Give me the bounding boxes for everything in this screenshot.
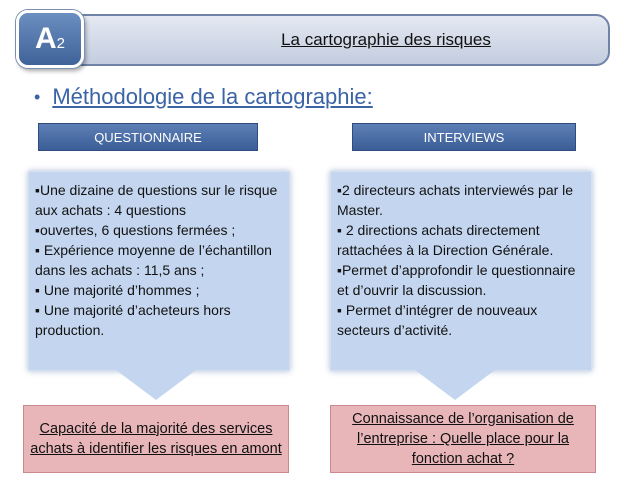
interviews-result-text: Connaissance de l’organisation de l’entreprise : Quelle place pour la fonction achat ? bbox=[352, 411, 574, 467]
interviews-header: INTERVIEWS bbox=[352, 123, 576, 151]
down-arrow-icon bbox=[116, 370, 196, 400]
questionnaire-result bbox=[23, 405, 289, 473]
section-heading-text: Méthodologie de la cartographie: bbox=[52, 84, 373, 109]
list-item: ▪Permet d’approfondir le questionnaire et d’ouvrir la discussion. bbox=[337, 262, 576, 298]
questionnaire-result-text: Capacité de la majorité des services achats à identifier les risques en amont bbox=[30, 421, 282, 457]
list-item: ▪Une dizaine de questions sur le risque aux achats : 4 questions bbox=[35, 182, 278, 218]
list-item: ▪ Permet d’intégrer de nouveaux secteurs d’activité. bbox=[337, 302, 538, 338]
list-item: ▪ Une majorité d’acheteurs hors production. bbox=[35, 302, 231, 338]
list-item: ▪2 directeurs achats interviewés par le Master. bbox=[337, 182, 574, 218]
list-item: ▪ Une majorité d’hommes ; bbox=[35, 282, 200, 298]
badge-number: 2 bbox=[56, 35, 65, 52]
bullet-icon: • bbox=[34, 86, 41, 107]
list-item: ▪ Expérience moyenne de l’échantillon dans les achats : 11,5 ans ; bbox=[35, 242, 272, 278]
questionnaire-box bbox=[28, 171, 290, 371]
list-item: ▪ 2 directions achats directement rattachées à la Direction Générale. bbox=[337, 222, 554, 258]
section-badge bbox=[16, 10, 84, 68]
badge-letter: A bbox=[34, 22, 57, 55]
slide-title: La cartographie des risques bbox=[281, 30, 491, 49]
title-banner bbox=[22, 14, 610, 66]
interviews-box bbox=[330, 171, 592, 371]
list-item: ▪ouvertes, 6 questions fermées ; bbox=[35, 222, 236, 238]
section-heading bbox=[34, 84, 373, 110]
interviews-result bbox=[330, 405, 596, 473]
down-arrow-icon bbox=[415, 370, 495, 400]
questionnaire-header: QUESTIONNAIRE bbox=[38, 123, 258, 151]
